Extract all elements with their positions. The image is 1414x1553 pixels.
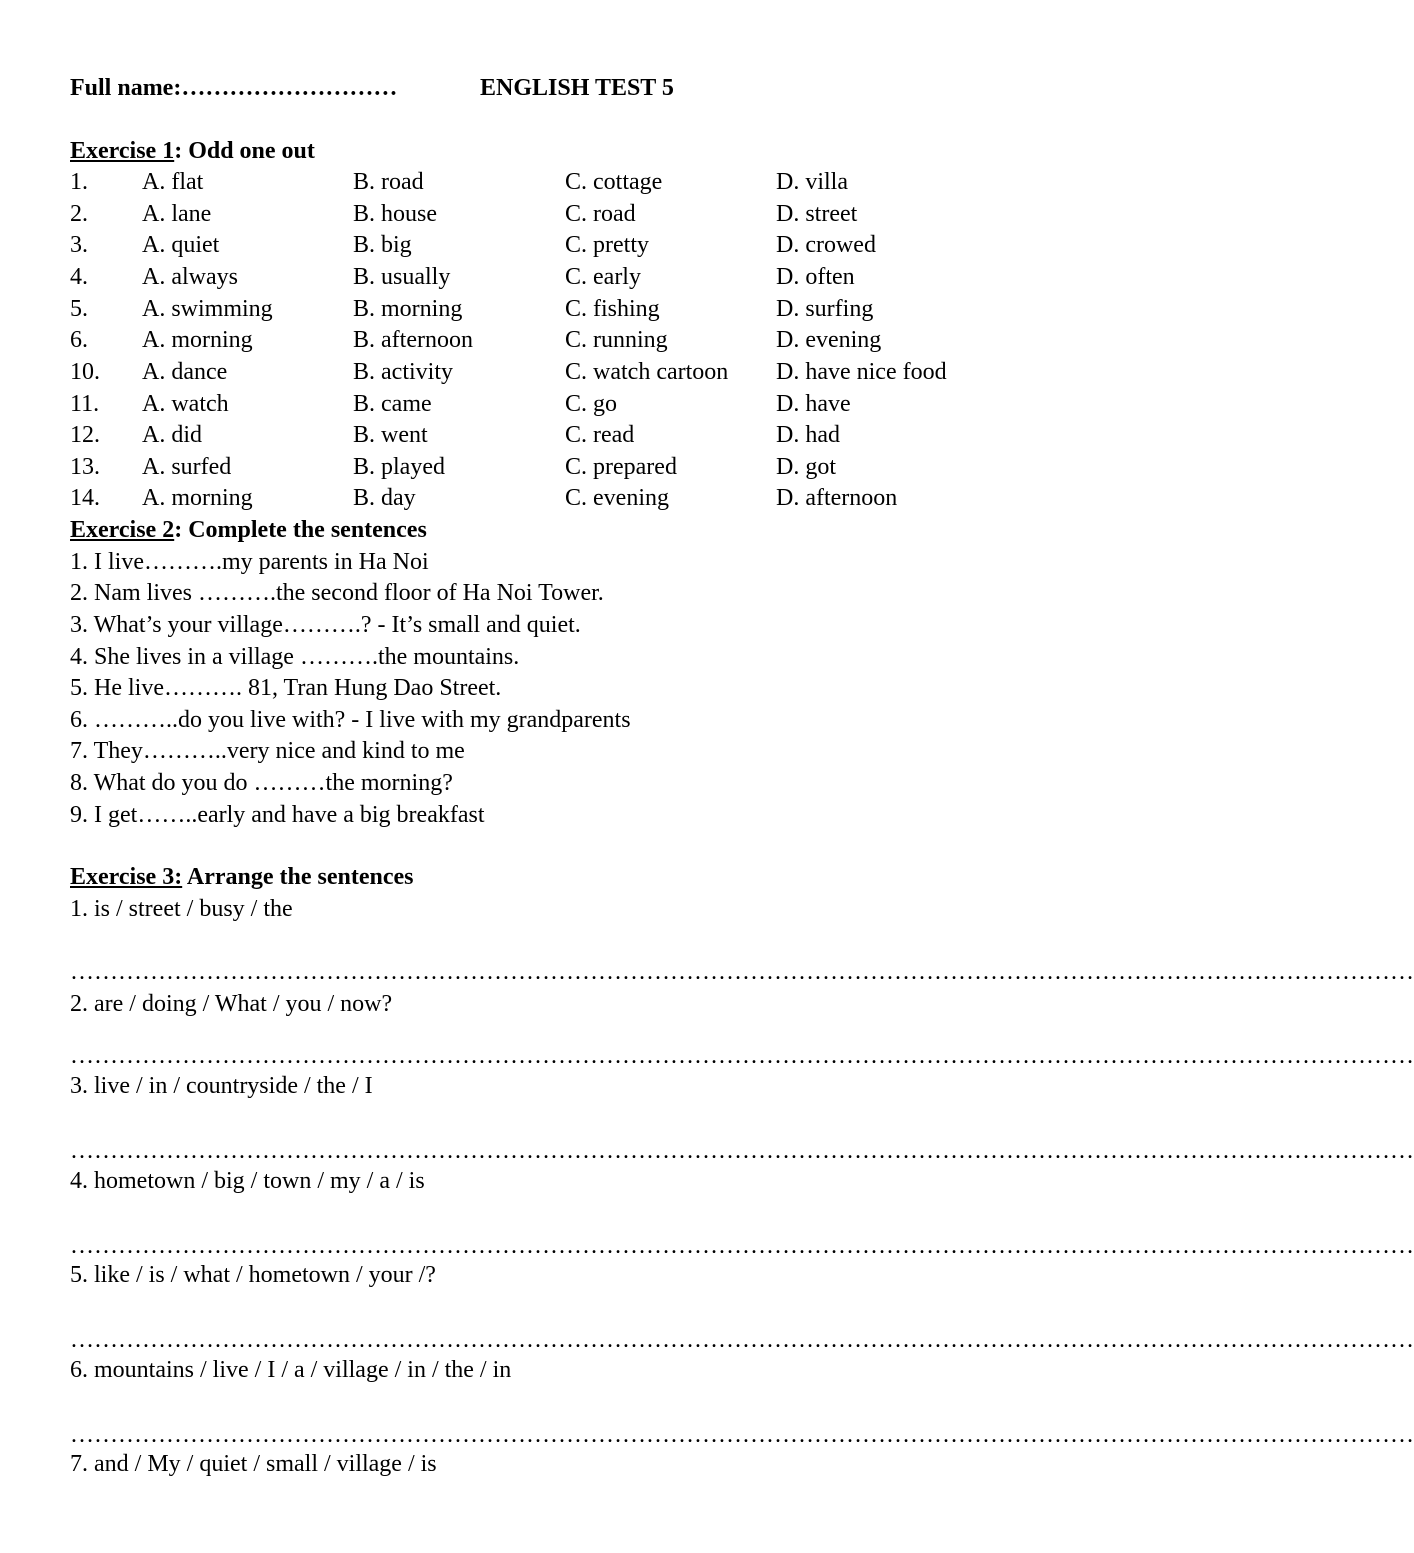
ex1-option-d: D. afternoon [776,485,898,511]
exercise1-label: Exercise 1 [70,138,175,164]
ex3-prompt: 1. is / street / busy / the [70,896,293,922]
ex1-option-a: A. dance [142,359,228,385]
ex3-prompt: 7. and / My / quiet / small / village / is [70,1451,437,1477]
ex1-option-d: D. have nice food [776,359,947,385]
exercise3-title: Arrange the sentences [182,864,414,890]
ex1-option-a: A. morning [142,485,253,511]
ex1-option-a: A. quiet [142,232,220,258]
exercise1-title: : Odd one out [174,138,315,164]
ex2-sentence: 1. I live……….my parents in Ha Noi [70,549,429,575]
exercise3-heading [70,862,413,892]
ex1-option-a: A. morning [142,327,253,353]
ex1-option-a: A. flat [142,169,204,195]
ex1-num: 10. [70,359,100,385]
ex1-option-c: C. prepared [565,454,677,480]
ex3-prompt: 5. like / is / what / hometown / your /? [70,1262,436,1288]
ex1-num: 2. [70,201,88,227]
ex1-option-b: B. big [353,232,412,258]
ex1-option-b: B. road [353,169,424,195]
ex1-option-a: A. lane [142,201,212,227]
exercise2-heading [70,515,427,545]
ex1-option-d: D. had [776,422,840,448]
ex3-answer-line[interactable]: …………………………………………………………………………………………………………………………………………………… [70,1043,1414,1069]
ex1-option-c: C. cottage [565,169,663,195]
ex1-num: 5. [70,296,88,322]
ex3-prompt: 6. mountains / live / I / a / village / in / the / in [70,1357,512,1383]
ex3-answer-line[interactable]: …………………………………………………………………………………………………………………………………………………… [70,1422,1414,1448]
ex1-num: 6. [70,327,88,353]
ex3-answer-line[interactable]: …………………………………………………………………………………………………………………………………………………… [70,959,1414,985]
ex1-option-c: C. early [565,264,641,290]
ex1-option-d: D. often [776,264,855,290]
ex1-option-b: B. house [353,201,437,227]
ex2-sentence: 4. She lives in a village ……….the mountains. [70,644,520,670]
ex1-option-b: B. usually [353,264,451,290]
ex1-num: 3. [70,232,88,258]
ex1-option-b: B. went [353,422,428,448]
ex3-answer-line[interactable]: …………………………………………………………………………………………………………………………………………………… [70,1327,1414,1353]
ex1-option-c: C. running [565,327,668,353]
ex1-option-d: D. crowed [776,232,876,258]
ex2-sentence: 2. Nam lives ……….the second floor of Ha Noi Tower. [70,580,604,606]
ex1-option-c: C. read [565,422,635,448]
ex2-sentence: 3. What’s your village……….? - It’s small and quiet. [70,612,581,638]
ex1-num: 14. [70,485,100,511]
test-title: ENGLISH TEST 5 [480,75,674,101]
exercise2-title: : Complete the sentences [174,517,427,543]
ex1-option-a: A. swimming [142,296,273,322]
ex3-prompt: 2. are / doing / What / you / now? [70,991,393,1017]
ex1-option-d: D. got [776,454,836,480]
full-name-label: Full name:……………………… [70,75,398,101]
ex1-option-a: A. always [142,264,238,290]
exercise3-label: Exercise 3: [70,864,183,890]
ex1-option-a: A. did [142,422,202,448]
ex1-option-b: B. came [353,391,432,417]
ex3-answer-line[interactable]: …………………………………………………………………………………………………………………………………………………… [70,1138,1414,1164]
ex3-answer-line[interactable]: …………………………………………………………………………………………………………………………………………………… [70,1233,1414,1259]
ex1-num: 4. [70,264,88,290]
ex1-option-c: C. evening [565,485,669,511]
exercise2-label: Exercise 2 [70,517,175,543]
ex2-sentence: 8. What do you do ………the morning? [70,770,453,796]
ex1-num: 13. [70,454,100,480]
ex1-num: 11. [70,391,100,417]
ex1-option-d: D. evening [776,327,882,353]
ex1-num: 12. [70,422,100,448]
ex1-option-d: D. villa [776,169,848,195]
ex1-option-b: B. morning [353,296,463,322]
ex1-option-b: B. played [353,454,445,480]
ex1-option-d: D. street [776,201,858,227]
ex1-option-c: C. pretty [565,232,649,258]
ex1-option-c: C. fishing [565,296,660,322]
ex2-sentence: 9. I get……..early and have a big breakfast [70,802,485,828]
exercise1-heading [70,136,315,166]
ex2-sentence: 5. He live………. 81, Tran Hung Dao Street. [70,675,502,701]
ex1-option-b: B. activity [353,359,453,385]
ex1-option-c: C. watch cartoon [565,359,729,385]
ex1-option-a: A. surfed [142,454,232,480]
ex2-sentence: 6. ………..do you live with? - I live with my grandparents [70,707,631,733]
ex2-sentence: 7. They………..very nice and kind to me [70,738,465,764]
ex3-prompt: 3. live / in / countryside / the / I [70,1073,373,1099]
ex1-num: 1. [70,169,88,195]
ex1-option-b: B. afternoon [353,327,473,353]
ex3-prompt: 4. hometown / big / town / my / a / is [70,1168,425,1194]
ex1-option-b: B. day [353,485,416,511]
ex1-option-d: D. surfing [776,296,874,322]
ex1-option-c: C. go [565,391,618,417]
ex1-option-d: D. have [776,391,851,417]
ex1-option-a: A. watch [142,391,229,417]
ex1-option-c: C. road [565,201,636,227]
